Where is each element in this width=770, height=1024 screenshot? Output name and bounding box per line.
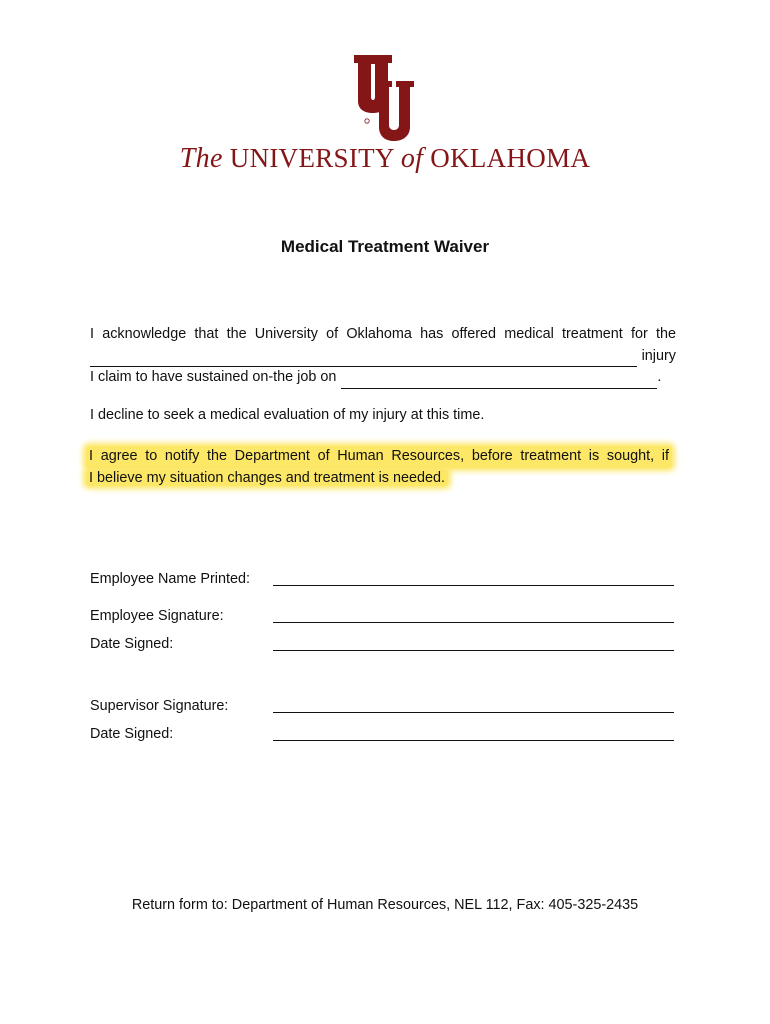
employee-name-field[interactable] bbox=[273, 585, 674, 586]
supervisor-signature-label: Supervisor Signature: bbox=[90, 698, 229, 714]
employee-signature-label: Employee Signature: bbox=[90, 608, 224, 624]
period: . bbox=[657, 369, 662, 385]
acknowledgement-line-3 bbox=[90, 367, 676, 389]
highlighted-text-2: I believe my situation changes and treatment is needed. bbox=[86, 470, 448, 486]
employee-signature-field[interactable] bbox=[273, 622, 674, 623]
wordmark-of: of bbox=[400, 143, 424, 174]
employee-name-row bbox=[90, 571, 676, 591]
employee-date-row bbox=[90, 636, 676, 656]
document-title: Medical Treatment Waiver bbox=[280, 237, 490, 256]
highlighted-text-1: I agree to notify the Department of Human Resources, before treatment is sought, if bbox=[86, 446, 672, 468]
employee-name-label: Employee Name Printed: bbox=[90, 571, 250, 587]
injury-description-blank[interactable] bbox=[90, 352, 637, 367]
supervisor-signature-field[interactable] bbox=[273, 712, 674, 713]
supervisor-date-field[interactable] bbox=[273, 740, 674, 741]
return-instructions: Return form to: Department of Human Resources, NEL 112, Fax: 405-325-2435 bbox=[131, 897, 639, 913]
decline-paragraph: I decline to seek a medical evaluation of my injury at this time. bbox=[90, 407, 485, 423]
sustained-on-label: I claim to have sustained on-the job on bbox=[90, 369, 337, 385]
employee-date-field[interactable] bbox=[273, 650, 674, 651]
employee-signature-row bbox=[90, 608, 676, 628]
injury-word: injury bbox=[641, 347, 676, 364]
employee-date-label: Date Signed: bbox=[90, 636, 174, 652]
notify-line-2 bbox=[86, 468, 678, 490]
wordmark-oklahoma: OKLAHOMA bbox=[430, 143, 591, 173]
notify-paragraph bbox=[86, 446, 678, 489]
injury-date-blank[interactable] bbox=[341, 374, 657, 389]
supervisor-date-label: Date Signed: bbox=[90, 726, 174, 742]
acknowledgement-line-1: I acknowledge that the University of Oklahoma has offered medical treatment for the bbox=[90, 326, 676, 342]
acknowledgement-paragraph bbox=[90, 324, 676, 389]
supervisor-date-row bbox=[90, 726, 676, 746]
wordmark-university: UNIVERSITY bbox=[229, 143, 394, 173]
notify-line-1 bbox=[86, 446, 678, 468]
ou-logo-icon bbox=[352, 55, 420, 141]
wordmark-the: The bbox=[179, 143, 223, 174]
supervisor-signature-row bbox=[90, 698, 676, 718]
acknowledgement-line-2 bbox=[90, 346, 676, 368]
university-wordmark bbox=[0, 143, 770, 175]
